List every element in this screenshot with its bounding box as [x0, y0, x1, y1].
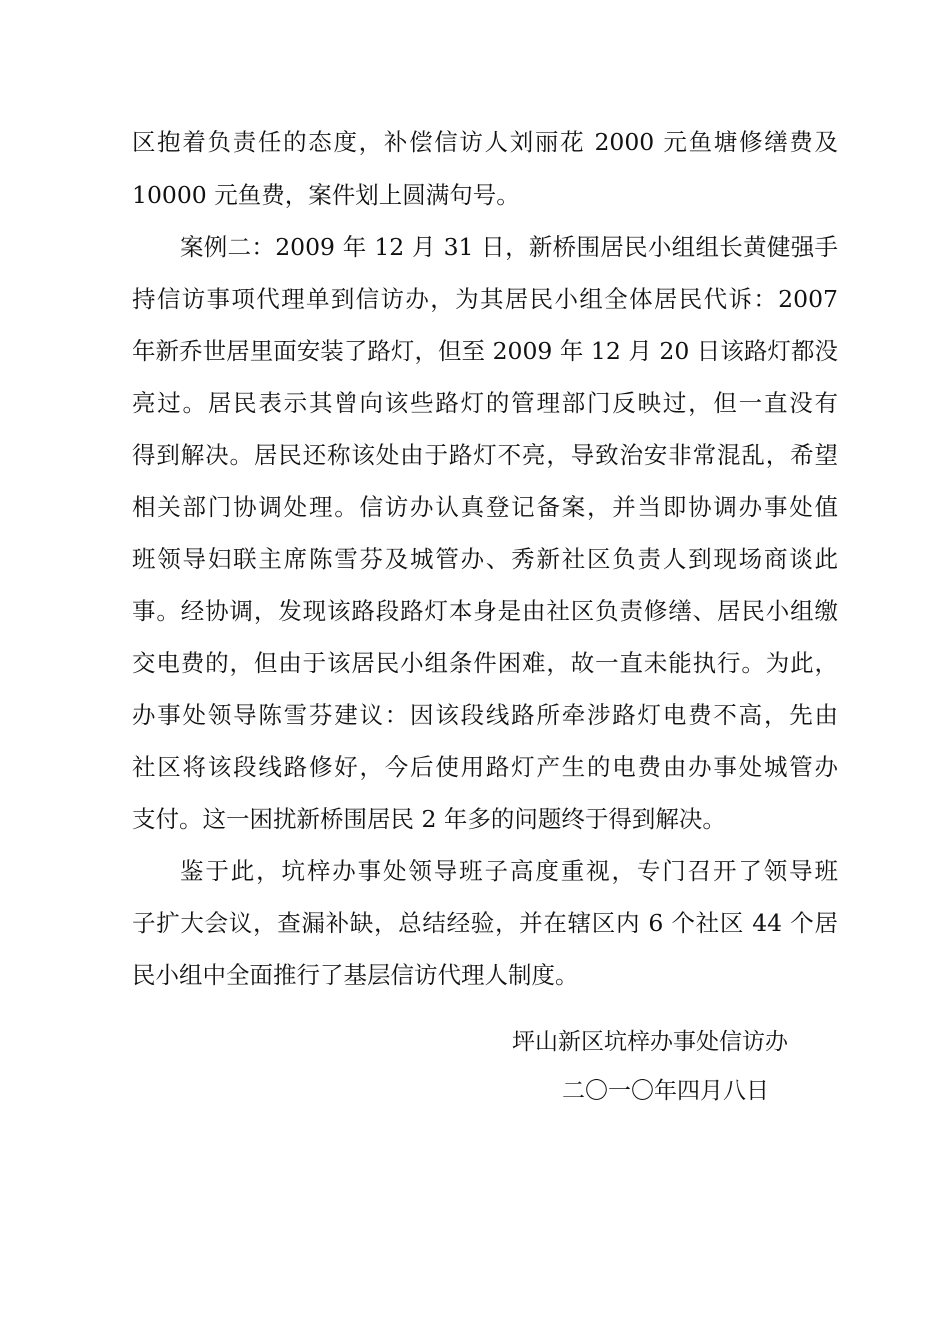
paragraph-line: 区抱着负责任的态度，补偿信访人刘丽花 2000 元鱼塘修缮费及 [132, 128, 838, 156]
paragraph-line: 事。经协调，发现该路段路灯本身是由社区负责修缮、居民小组缴 [132, 597, 838, 625]
signature-organization: 坪山新区坑梓办事处信访办 [512, 1029, 788, 1055]
paragraph-line: 10000 元鱼费，案件划上圆满句号。 [132, 181, 520, 209]
paragraph-line: 鉴于此，坑梓办事处领导班子高度重视，专门召开了领导班 [180, 857, 838, 885]
paragraph-line: 支付。这一困扰新桥围居民 2 年多的问题终于得到解决。 [132, 805, 726, 833]
paragraph-line: 持信访事项代理单到信访办，为其居民小组全体居民代诉：2007 [132, 285, 838, 313]
paragraph-line: 班领导妇联主席陈雪芬及城管办、秀新社区负责人到现场商谈此 [132, 545, 838, 573]
paragraph-line: 年新乔世居里面安装了路灯，但至 2009 年 12 月 20 日该路灯都没 [132, 337, 838, 365]
paragraph-line: 得到解决。居民还称该处由于路灯不亮，导致治安非常混乱，希望 [132, 441, 838, 469]
paragraph-line: 民小组中全面推行了基层信访代理人制度。 [132, 961, 579, 989]
paragraph-line: 案例二：2009 年 12 月 31 日，新桥围居民小组组长黄健强手 [180, 233, 838, 261]
paragraph-line: 社区将该段线路修好，今后使用路灯产生的电费由办事处城管办 [132, 753, 838, 781]
paragraph-line: 亮过。居民表示其曾向该些路灯的管理部门反映过，但一直没有 [132, 389, 838, 417]
paragraph-line: 办事处领导陈雪芬建议：因该段线路所牵涉路灯电费不高，先由 [132, 701, 838, 729]
signature-date: 二〇一〇年四月八日 [562, 1078, 769, 1104]
paragraph-line: 子扩大会议，查漏补缺，总结经验，并在辖区内 6 个社区 44 个居 [132, 909, 838, 937]
paragraph-line: 交电费的，但由于该居民小组条件困难，故一直未能执行。为此， [132, 649, 838, 677]
paragraph-line: 相关部门协调处理。信访办认真登记备案，并当即协调办事处值 [132, 493, 838, 521]
